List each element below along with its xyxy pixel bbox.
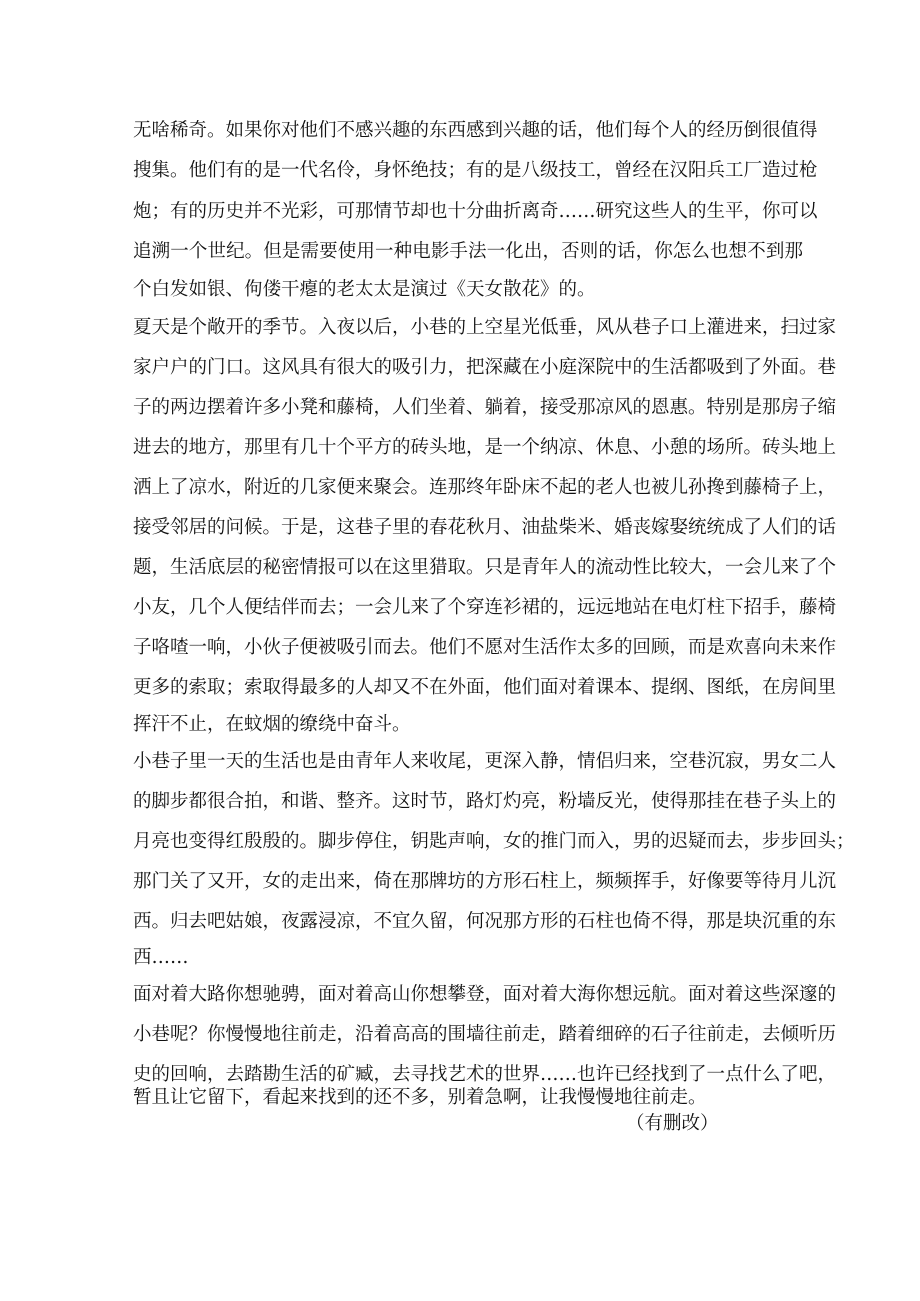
text-line: 面对着大路你想驰骋，面对着高山你想攀登，面对着大海你想远航。面对着这些深邃的 <box>133 984 837 1005</box>
text-line: 子咯喳一响，小伙子便被吸引而去。他们不愿对生活作太多的回顾，而是欢喜向未来作 <box>133 637 837 658</box>
text-line: 家户户的门口。这风具有很大的吸引力，把深藏在小庭深院中的生活都吸到了外面。巷 <box>133 357 837 378</box>
text-line: 小友，几个人便结伴而去；一会儿来了个穿连衫裙的，远远地站在电灯柱下招手，藤椅 <box>133 597 837 618</box>
text-line: 搜集。他们有的是一代名伶，身怀绝技；有的是八级技工，曾经在汉阳兵工厂造过枪 <box>133 160 818 181</box>
text-line: 子的两边摆着许多小凳和藤椅，人们坐着、躺着，接受那凉风的恩惠。特别是那房子缩 <box>133 397 837 418</box>
text-line: 史的回响，去踏勘生活的矿臧，去寻找艺术的世界……也许已经找到了一点什么了吧， <box>133 1064 837 1085</box>
text-line: 接受邻居的问候。于是，这巷子里的春花秋月、油盐柴米、婚丧嫁娶统统成了人们的话 <box>133 517 837 538</box>
text-line: 更多的索取；索取得最多的人却又不在外面，他们面对着课本、提纲、图纸，在房间里 <box>133 677 837 698</box>
text-line: 暂且让它留下，看起来找到的还不多，别着急啊，让我慢慢地往前走。 <box>133 1087 707 1108</box>
text-line: 追溯一个世纪。但是需要使用一种电影手法一化出，否则的话，你怎么也想不到那 <box>133 241 803 262</box>
text-line: 夏天是个敞开的季节。入夜以后，小巷的上空星光低垂，风从巷子口上灌进来，扫过家 <box>133 317 837 338</box>
text-line: 西。归去吧姑娘，夜露浸凉，不宜久留，何况那方形的石柱也倚不得，那是块沉重的东 <box>133 911 837 932</box>
text-line: 的脚步都很合拍，和谐、整齐。这时节，路灯灼亮，粉墙反光，使得那挂在巷子头上的 <box>133 791 837 812</box>
text-line: 小巷呢？你慢慢地往前走，沿着高高的围墙往前走，踏着细碎的石子往前走，去倾听历 <box>133 1024 837 1045</box>
text-line: 挥汗不止，在蚊烟的缭绕中奋斗。 <box>133 714 411 735</box>
text-line: 月亮也变得红殷殷的。脚步停住，钥匙声响，女的推门而入，男的迟疑而去，步步回头； <box>133 831 855 852</box>
text-line: 洒上了凉水，附近的几家便来聚会。连那终年卧床不起的老人也被儿孙搀到藤椅子上， <box>133 477 837 498</box>
text-line: 无啥稀奇。如果你对他们不感兴趣的东西感到兴趣的话，他们每个人的经历倒很值得 <box>133 120 818 141</box>
text-line: 进去的地方，那里有几十个平方的砖头地，是一个纳凉、休息、小憩的场所。砖头地上 <box>133 437 837 458</box>
text-line: 个白发如银、佝偻干瘪的老太太是演过《天女散花》的。 <box>133 279 596 300</box>
text-line: 题，生活底层的秘密情报可以在这里猎取。只是青年人的流动性比较大，一会儿来了个 <box>133 557 837 578</box>
text-line: 那门关了又开，女的走出来，倚在那牌坊的方形石柱上，频频挥手，好像要等待月儿沉 <box>133 871 837 892</box>
text-line: 炮；有的历史并不光彩，可那情节却也十分曲折离奇……研究这些人的生平，你可以 <box>133 201 818 222</box>
abridged-note: （有删改） <box>626 1113 719 1134</box>
text-line: 小巷子里一天的生活也是由青年人来收尾，更深入静，情侣归来，空巷沉寂，男女二人 <box>133 751 837 772</box>
text-line: 西…… <box>133 947 189 968</box>
